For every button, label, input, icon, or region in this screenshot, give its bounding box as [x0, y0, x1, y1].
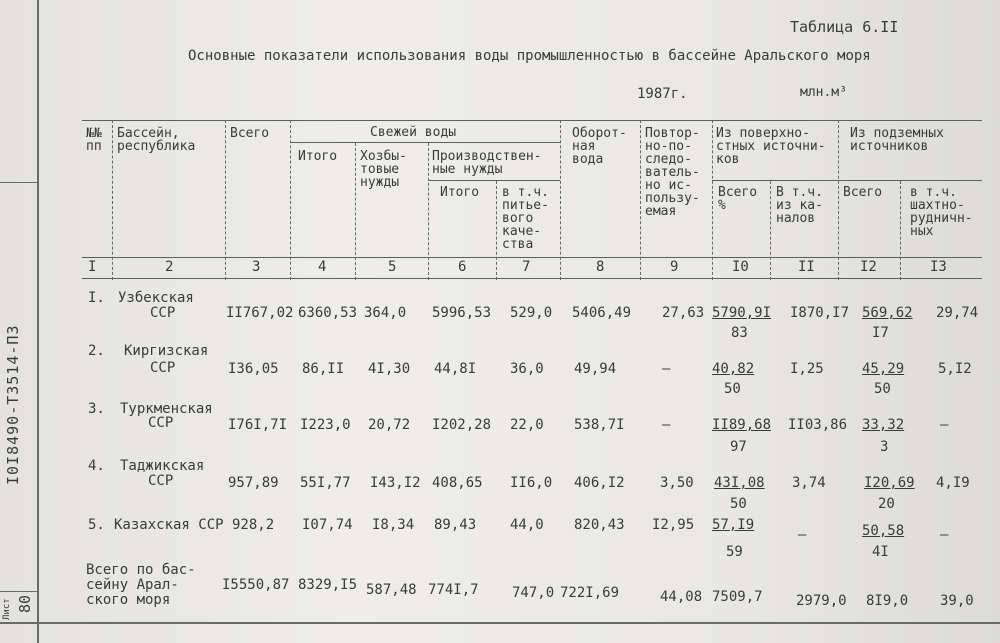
colnum: 8	[596, 259, 605, 275]
colnum: II	[798, 259, 815, 275]
row-number: 4.	[88, 458, 105, 474]
header-reused: Повтор- но-по- следо- ватель- но ис- пользу- емая	[645, 126, 700, 219]
col-separator	[560, 120, 561, 280]
cell-recycled: 820,43	[574, 517, 625, 533]
row-name-suffix: ССР	[148, 415, 174, 431]
colnum: 4	[318, 259, 327, 275]
cell-surface-pct: 83	[731, 325, 748, 341]
header-fresh-total: Итого	[298, 149, 338, 164]
col-separator	[225, 120, 226, 280]
cell-ground-total: 569,62	[862, 305, 913, 321]
cell-prod-total: I202,28	[432, 417, 492, 433]
table-title: Основные показатели использования воды промышленностью в бассейне Аральского моря	[188, 48, 871, 64]
col-separator	[838, 120, 839, 280]
col-separator	[496, 181, 497, 280]
cell-ground-total: 33,32	[862, 417, 905, 433]
cell-surface-total: 7509,7	[712, 589, 763, 605]
header-number: №№ пп	[86, 126, 102, 154]
cell-canals: 2979,0	[796, 593, 847, 609]
cell-canals: I,25	[790, 361, 824, 377]
cell-canals: I870,I7	[790, 305, 850, 321]
cell-prod-total: 408,65	[432, 475, 483, 491]
row-name: Узбекская	[118, 290, 194, 306]
cell-recycled: 406,I2	[574, 475, 625, 491]
cell-mine: –	[940, 527, 949, 543]
cell-reused: 3,50	[660, 475, 694, 491]
row-number: 5.	[88, 517, 105, 533]
cell-reused: –	[662, 361, 671, 377]
cell-surface-total: 57,I9	[712, 517, 755, 533]
colnum: 6	[458, 259, 467, 275]
cell-mine: 29,74	[936, 305, 979, 321]
row-name-suffix: ССР	[150, 305, 176, 321]
header-top-rule	[82, 120, 982, 121]
col-separator	[900, 181, 901, 280]
cell-recycled: 49,94	[574, 361, 617, 377]
cell-canals: 3,74	[792, 475, 826, 491]
cell-drinking: 36,0	[510, 361, 544, 377]
document-code: I0I8490-T3514-П3	[4, 324, 22, 486]
header-basin: Бассейн, республика	[117, 126, 196, 154]
row-name-suffix: ССР	[150, 360, 176, 376]
sheet-label: Лист	[2, 598, 12, 620]
cell-total: I76I,7I	[228, 417, 288, 433]
row-number: 3.	[88, 401, 105, 417]
cell-drinking: 44,0	[510, 517, 544, 533]
year-label: 1987г.	[637, 86, 688, 102]
colnum: 3	[252, 259, 261, 275]
total-row-name: ского моря	[86, 592, 171, 608]
row-name: Казахская ССР	[114, 517, 224, 533]
colnum: 2	[165, 259, 174, 275]
header-canals: В т.ч. из ка- налов	[776, 185, 823, 226]
cell-drinking: II6,0	[510, 475, 553, 491]
colnum: 5	[388, 259, 397, 275]
colnum: I2	[860, 259, 877, 275]
cell-drinking: 529,0	[510, 305, 553, 321]
col-separator	[355, 143, 356, 280]
cell-reused: 27,63	[662, 305, 705, 321]
cell-reused: I2,95	[652, 517, 695, 533]
cell-surface-total: II89,68	[712, 417, 772, 433]
cell-surface-total: 40,82	[712, 361, 755, 377]
cell-reused: –	[662, 417, 671, 433]
cell-household: 364,0	[364, 305, 407, 321]
header-drinking: в т.ч. питье- вого каче- ства	[502, 185, 549, 252]
cell-recycled: 5406,49	[572, 305, 632, 321]
cell-mine: –	[940, 417, 949, 433]
col-separator	[640, 120, 641, 280]
cell-ground-pct: 3	[880, 439, 889, 455]
cell-ground-pct: 20	[878, 496, 895, 512]
cell-fresh-total: I223,0	[300, 417, 351, 433]
row-name: Таджикская	[120, 458, 205, 474]
header-prod-total: Итого	[440, 185, 480, 200]
cell-prod-total: 44,8I	[434, 361, 477, 377]
cell-household: I43,I2	[370, 475, 421, 491]
prod-group-rule	[428, 180, 560, 181]
header-bottom-rule	[82, 257, 982, 258]
cell-household: I8,34	[372, 517, 415, 533]
col-separator	[112, 120, 113, 280]
cell-total: II767,02	[226, 305, 294, 321]
cell-fresh-total: 55I,77	[300, 475, 351, 491]
header-fresh-water: Свежей воды	[370, 125, 457, 140]
cell-fresh-total: 86,II	[302, 361, 345, 377]
cell-surface-total: 43I,08	[714, 475, 765, 491]
colnum: I3	[930, 259, 947, 275]
cell-fresh-total: 6360,53	[298, 305, 358, 321]
colnum: I0	[732, 259, 749, 275]
cell-fresh-total: I07,74	[302, 517, 353, 533]
row-name: Туркменская	[120, 401, 213, 417]
table-number: Таблица 6.II	[790, 18, 899, 36]
row-number: I.	[88, 290, 105, 306]
header-mine: в т.ч. шахтно- рудничн- ных	[910, 185, 973, 239]
frame-bottom-border	[0, 622, 1000, 624]
header-recycled: Оборот- ная вода	[572, 126, 627, 167]
cell-drinking: 22,0	[510, 417, 544, 433]
cell-ground-pct: I7	[872, 325, 889, 341]
cell-ground-pct: 4I	[872, 544, 889, 560]
total-row-name: Всего по бас-	[86, 562, 196, 578]
cell-household: 20,72	[368, 417, 411, 433]
header-household: Хозбы- товые нужды	[360, 149, 407, 190]
cell-canals: –	[798, 527, 807, 543]
cell-prod-total: 5996,53	[432, 305, 492, 321]
col-separator	[712, 120, 713, 280]
cell-recycled: 538,7I	[574, 417, 625, 433]
cell-surface-pct: 50	[730, 496, 747, 512]
row-name: Киргизская	[124, 343, 209, 359]
units-label: млн.м³	[800, 85, 847, 100]
cell-surface-pct: 97	[730, 439, 747, 455]
cell-household: 4I,30	[368, 361, 411, 377]
frame-left-border	[37, 0, 39, 643]
colnum: 9	[670, 259, 679, 275]
cell-total: I5550,87	[222, 577, 290, 593]
col-separator	[290, 120, 291, 280]
cell-ground-total: 8I9,0	[866, 593, 909, 609]
cell-surface-pct: 59	[726, 544, 743, 560]
colnum: I	[88, 259, 97, 275]
source-group-rule	[712, 180, 982, 181]
cell-total: 928,2	[232, 517, 275, 533]
total-row-name: сейну Арал-	[86, 577, 179, 593]
cell-fresh-total: 8329,I5	[298, 577, 358, 593]
cell-total: 957,89	[228, 475, 279, 491]
cell-mine: 5,I2	[938, 361, 972, 377]
cell-household: 587,48	[366, 582, 417, 598]
cell-prod-total: 774I,7	[428, 582, 479, 598]
cell-mine: 39,0	[940, 593, 974, 609]
cell-ground-total: 50,58	[862, 523, 905, 539]
col-separator	[770, 181, 771, 280]
header-surface: Из поверхно- стных источни- ков	[716, 126, 826, 167]
cell-surface-total: 5790,9I	[712, 305, 772, 321]
sheet-number: 80	[16, 594, 34, 614]
cell-mine: 4,I9	[936, 475, 970, 491]
row-name-suffix: ССР	[148, 473, 174, 489]
fresh-group-rule	[290, 142, 560, 143]
header-surface-total: Всего %	[718, 185, 758, 213]
cell-ground-total: 45,29	[862, 361, 905, 377]
cell-ground-total: I20,69	[864, 475, 915, 491]
cell-prod-total: 89,43	[434, 517, 477, 533]
cell-ground-pct: 50	[874, 381, 891, 397]
cell-canals: II03,86	[788, 417, 848, 433]
col-separator	[428, 143, 429, 280]
colnum: 7	[522, 259, 531, 275]
header-ground: Из подземных источников	[850, 126, 944, 154]
header-production: Производствен- ные нужды	[432, 149, 542, 177]
cell-total: I36,05	[228, 361, 279, 377]
cell-reused: 44,08	[660, 589, 703, 605]
colnum-bottom-rule	[82, 278, 982, 279]
cell-recycled: 722I,69	[560, 585, 620, 601]
row-number: 2.	[88, 343, 105, 359]
header-ground-total: Всего	[843, 185, 883, 200]
header-total: Всего	[230, 126, 270, 141]
cell-drinking: 747,0	[512, 585, 555, 601]
cell-surface-pct: 50	[724, 381, 741, 397]
